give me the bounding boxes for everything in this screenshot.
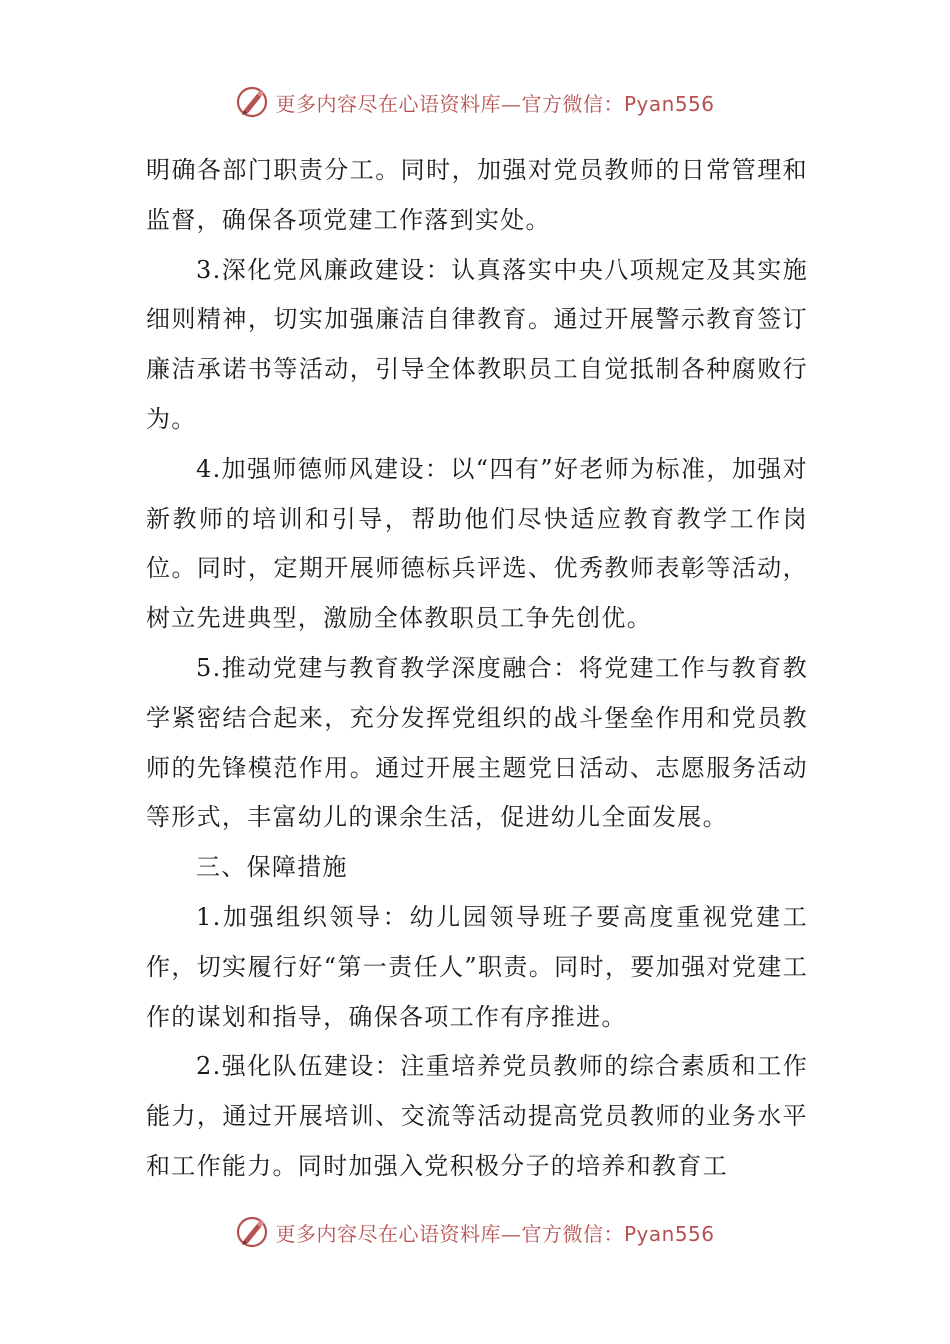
paragraph-item-3: 3.深化党风廉政建设：认真落实中央八项规定及其实施细则精神，切实加强廉洁自律教育。通过开展警示教育签订廉洁承诺书等活动，引导全体教职员工自觉抵制各种腐败行为。 — [146, 255, 808, 433]
watermark-text: 更多内容尽在心语资料库—官方微信：Pyan556 — [275, 91, 715, 116]
paragraph-item-5: 5.推动党建与教育教学深度融合：将党建工作与教育教学紧密结合起来，充分发挥党组织的战斗堡垒作用和党员教师的先锋模范作用。通过开展主题党日活动、志愿服务活动等形式，丰富幼儿的课余生活，促进幼儿全面发展。 — [146, 653, 808, 832]
pen-seal-logo-icon — [235, 1214, 271, 1250]
watermark-text: 更多内容尽在心语资料库—官方微信：Pyan556 — [275, 1221, 715, 1246]
paragraph-continuation: 明确各部门职责分工。同时，加强对党员教师的日常管理和监督，确保各项党建工作落到实处。 — [146, 156, 808, 234]
footer-watermark-banner — [0, 1212, 950, 1252]
paragraph-item-4: 4.加强师德师风建设：以“四有”好老师为标准，加强对新教师的培训和引导，帮助他们尽快适应教育教学工作岗位。同时，定期开展师德标兵评选、优秀教师表彰等活动，树立先进典型，激励全体教职员工争先创优。 — [146, 454, 808, 633]
watermark-handle: Pyan556 — [623, 91, 715, 116]
paragraph-measure-2: 2.强化队伍建设：注重培养党员教师的综合素质和工作能力，通过开展培训、交流等活动提高党员教师的业务水平和工作能力。同时加强入党积极分子的培养和教育工 — [146, 1052, 808, 1180]
watermark-handle: Pyan556 — [623, 1221, 715, 1246]
pen-seal-logo-icon — [235, 84, 271, 120]
section-heading: 三、保障措施 — [196, 853, 348, 882]
paragraph-measure-1: 1.加强组织领导：幼儿园领导班子要高度重视党建工作，切实履行好“第一责任人”职责。同时，要加强对党建工作的谋划和指导，确保各项工作有序推进。 — [146, 902, 808, 1031]
header-watermark-banner — [0, 82, 950, 122]
document-body — [146, 146, 808, 1192]
